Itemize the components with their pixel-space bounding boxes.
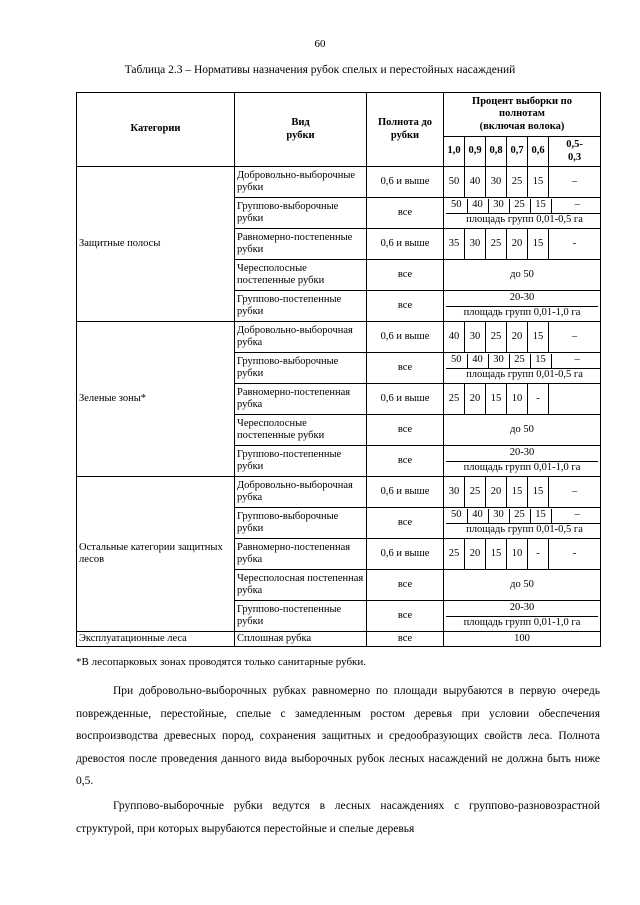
percent-cell-group [444,415,601,446]
header-type: Вид рубки [235,93,367,167]
percent-subtable [446,423,598,437]
header-col-0-7: 0,7 [507,137,528,167]
percent-span-cell: 20-30 [509,447,535,459]
percent-span-cell: 100 [514,632,530,644]
percent-cell-group [444,291,601,322]
category-cell: Зеленые зоны* [77,322,235,477]
density-cell: все [367,415,444,446]
percent-cell: – [549,322,601,353]
density-cell: все [367,601,444,632]
category-cell: Эксплуатационные леса [77,632,235,647]
percent-cell: 30 [488,354,509,369]
percent-subtable [446,509,601,538]
percent-cell: 40 [467,199,488,214]
percent-subtable [446,447,598,476]
percent-subtable [446,268,598,282]
density-cell: 0,6 и выше [367,384,444,415]
percent-cell: 35 [444,229,465,260]
percent-subtable [446,632,598,646]
percent-cell: 20 [486,477,507,508]
cutting-type-cell: Равномерно-постепенная рубка [235,384,367,415]
percent-cell: 20 [507,229,528,260]
percent-subtable [446,199,601,228]
density-cell: все [367,446,444,477]
group-area-note: площадь групп 0,01-0,5 га [446,213,601,228]
category-cell: Защитные полосы [77,167,235,322]
percent-cell: 40 [467,354,488,369]
percent-span-cell: до 50 [510,423,534,435]
density-cell: 0,6 и выше [367,167,444,198]
cutting-type-cell: Группово-постепенные рубки [235,291,367,322]
percent-cell: 15 [528,322,549,353]
percent-cell: 25 [444,539,465,570]
percent-cell-group [444,570,601,601]
category-cell: Остальные категории защитных лесов [77,477,235,632]
percent-cell: 40 [465,167,486,198]
table-row [77,322,601,353]
percent-cell: 25 [486,322,507,353]
group-area-note: площадь групп 0,01-0,5 га [446,523,601,538]
percent-subtable [446,602,598,631]
percent-cell: 15 [486,539,507,570]
percent-cell: 50 [444,167,465,198]
density-cell: все [367,198,444,229]
cutting-type-cell: Чересполосные постепенные рубки [235,415,367,446]
percent-cell: 10 [507,384,528,415]
percent-cell: 30 [488,509,509,524]
header-col-0-9: 0,9 [465,137,486,167]
header-col-0-6: 0,6 [528,137,549,167]
percent-cell: 40 [467,509,488,524]
percent-cell: 25 [509,199,530,214]
percent-cell: 10 [507,539,528,570]
header-category: Категории [77,93,235,167]
header-percent: Процент выборки по полнотам (включая волока) [444,93,601,137]
density-cell: 0,6 и выше [367,322,444,353]
percent-cell: 30 [488,199,509,214]
percent-cell: 30 [465,229,486,260]
cutting-type-cell: Добровольно-выборочная рубка [235,322,367,353]
percent-cell: 15 [486,384,507,415]
density-cell: все [367,260,444,291]
paragraph: Группово-выборочные рубки ведутся в лесных насаждениях с группово-разновозрастной структурой, при которых вырубаются перестойные и спелые деревья [76,800,600,835]
cutting-type-cell: Добровольно-выборочная рубка [235,477,367,508]
density-cell: все [367,353,444,384]
percent-cell: 30 [444,477,465,508]
percent-cell: 25 [509,509,530,524]
percent-cell: – [549,167,601,198]
group-area-note: площадь групп 0,01-0,5 га [446,368,601,383]
header-col-0-8: 0,8 [486,137,507,167]
percent-cell-group [444,353,601,384]
percent-cell: – [551,509,601,524]
percent-cell-group [444,446,601,477]
percent-cell: 25 [509,354,530,369]
percent-cell: 50 [451,199,462,211]
cutting-type-cell: Равномерно-постепенная рубка [235,539,367,570]
percent-cell: 50 [451,509,462,521]
percent-span-cell: 20-30 [509,292,535,304]
percent-cell: - [528,384,549,415]
percent-cell: – [549,477,601,508]
header-col-0-5-0-3: 0,5- 0,3 [549,137,601,167]
percent-cell: 15 [530,509,551,524]
percent-cell: 15 [528,167,549,198]
percent-cell: 40 [444,322,465,353]
percent-cell: 20 [465,539,486,570]
table-body [77,167,601,647]
footnote: *В лесопарковых зонах проводятся только санитарные рубки. [76,656,367,668]
cutting-type-cell: Чересполосные постепенные рубки [235,260,367,291]
density-cell: 0,6 и выше [367,539,444,570]
percent-cell: 15 [528,477,549,508]
cutting-type-cell: Добровольно-выборочные рубки [235,167,367,198]
percent-cell: 30 [486,167,507,198]
percent-span-cell: 20-30 [509,602,535,614]
group-area-note: площадь групп 0,01-1,0 га [446,461,598,476]
group-area-note: площадь групп 0,01-1,0 га [446,306,598,321]
header-density: Полнота до рубки [367,93,444,167]
percent-cell-group [444,198,601,229]
density-cell: 0,6 и выше [367,477,444,508]
table-row [77,632,601,647]
percent-cell: 15 [530,354,551,369]
percent-cell: 50 [451,354,462,366]
percent-cell: - [549,539,601,570]
percent-cell: 25 [444,384,465,415]
table-caption: Таблица 2.3 – Нормативы назначения рубок спелых и перестойных насаждений [124,64,516,76]
percent-span-cell: до 50 [510,268,534,280]
cutting-type-cell: Группово-выборочные рубки [235,198,367,229]
cutting-type-cell: Равномерно-постепенные рубки [235,229,367,260]
cutting-type-cell: Группово-выборочные рубки [235,353,367,384]
percent-cell-group [444,601,601,632]
percent-cell: 15 [528,229,549,260]
percent-cell: 15 [530,199,551,214]
percent-cell: 20 [507,322,528,353]
header-col-1-0: 1,0 [444,137,465,167]
percent-cell-group [444,260,601,291]
paragraph: При добровольно-выборочных рубках равномерно по площади вырубаются в первую очередь поврежденные, перестойные, спелые с замедленным ростом деревья при условии обеспечения воспроизводства древесных пород, сохранения защитных и средообразующих свойств леса. Полнота древостоя после проведения данного вида выборочных рубок лесных насаждений не должна быть ниже 0,5. [76,685,600,787]
norms-table [76,92,601,647]
percent-cell: - [549,229,601,260]
percent-cell: 25 [486,229,507,260]
group-area-note: площадь групп 0,01-1,0 га [446,616,598,631]
density-cell: все [367,570,444,601]
cutting-type-cell: Сплошная рубка [235,632,367,647]
percent-cell: 25 [507,167,528,198]
table-row [77,477,601,508]
percent-cell: – [551,354,601,369]
percent-cell-group [444,632,601,647]
cutting-type-cell: Группово-постепенные рубки [235,601,367,632]
cutting-type-cell: Группово-постепенные рубки [235,446,367,477]
percent-subtable [446,578,598,592]
percent-cell [549,384,601,415]
percent-cell-group [444,508,601,539]
percent-cell: 25 [465,477,486,508]
percent-cell: 15 [507,477,528,508]
density-cell: все [367,291,444,322]
percent-cell: - [528,539,549,570]
cutting-type-cell: Чересполосная постепенная рубка [235,570,367,601]
percent-subtable [446,292,598,321]
density-cell: все [367,508,444,539]
density-cell: 0,6 и выше [367,229,444,260]
percent-cell: 20 [465,384,486,415]
percent-cell: 30 [465,322,486,353]
cutting-type-cell: Группово-выборочные рубки [235,508,367,539]
table-row [77,167,601,198]
page-number: 60 [314,38,326,50]
density-cell: все [367,632,444,647]
percent-span-cell: до 50 [510,578,534,590]
percent-subtable [446,354,601,383]
percent-cell: – [551,199,601,214]
